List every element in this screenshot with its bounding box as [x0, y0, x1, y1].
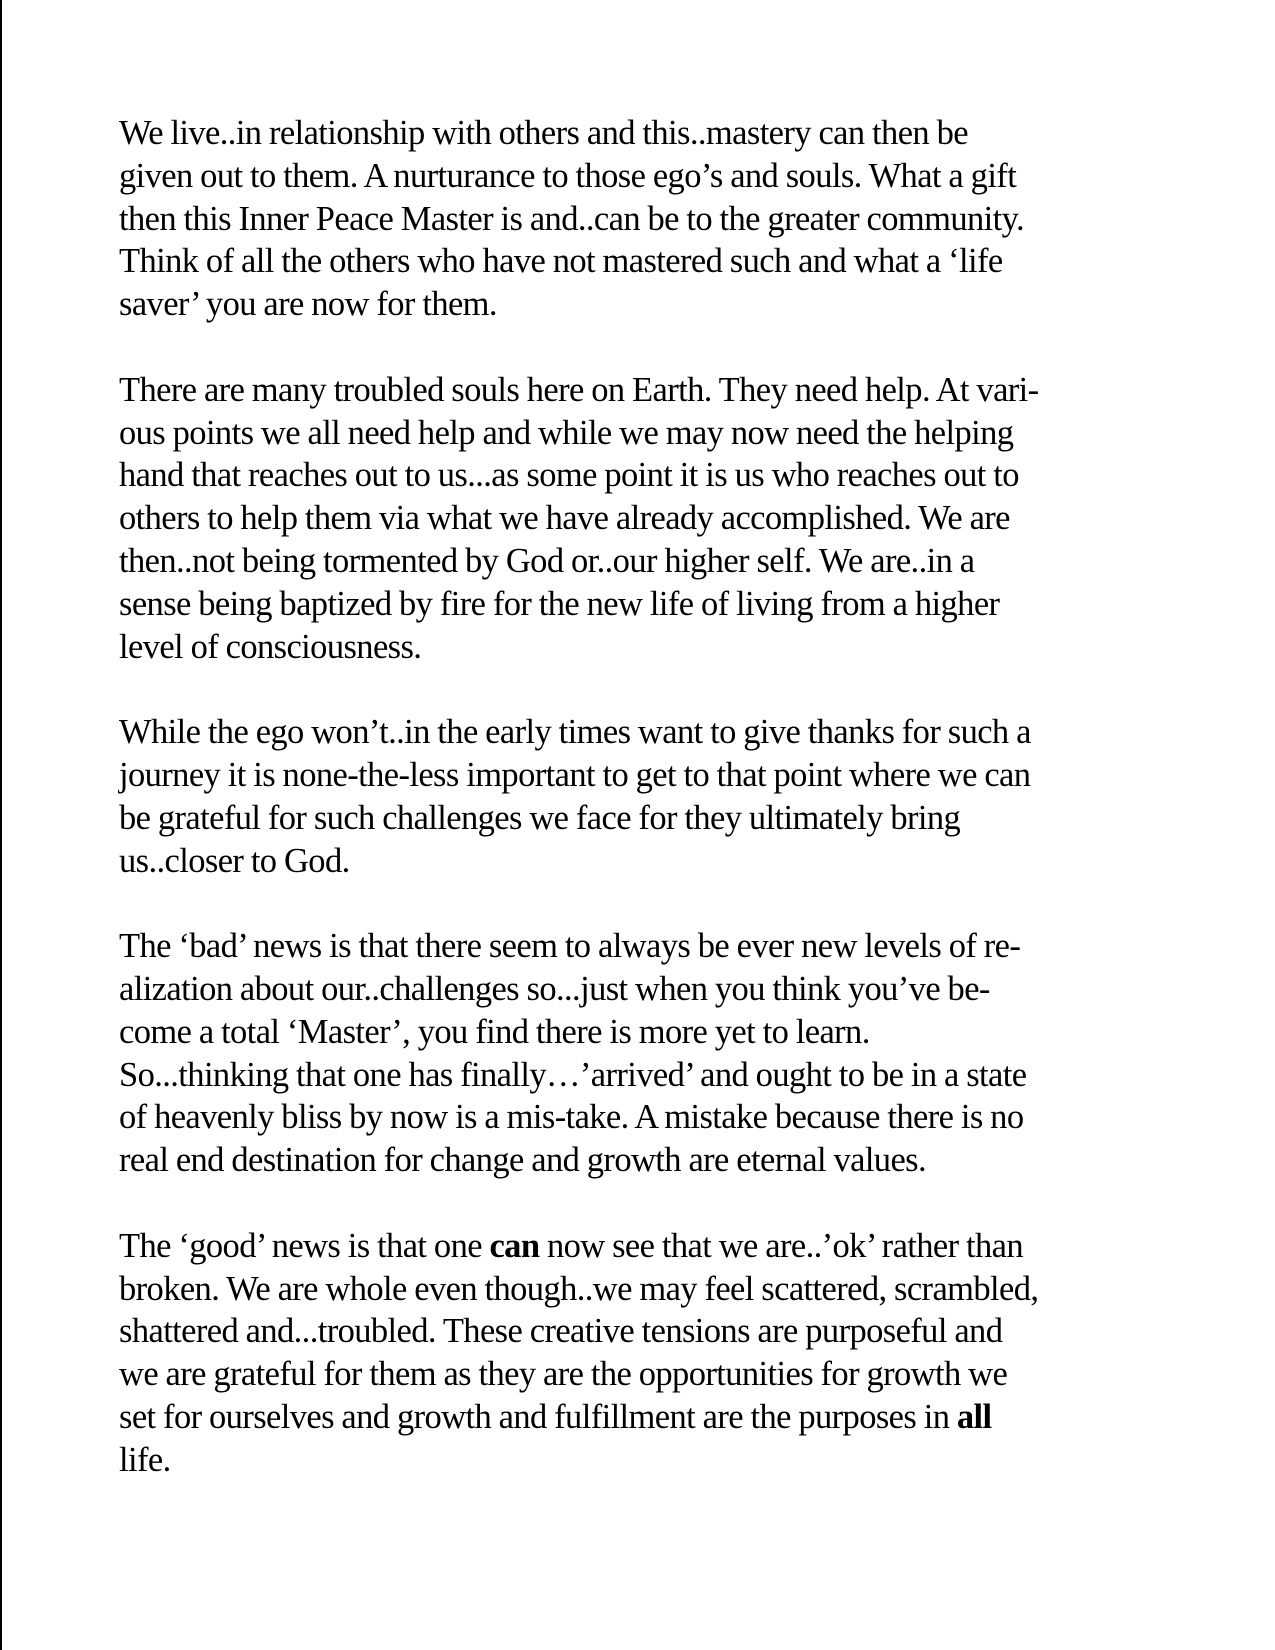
text-line: hand that reaches out to us...as some point it is us who reaches out to [119, 456, 1019, 495]
text-line: ous points we all need help and while we may now need the helping [119, 413, 1014, 452]
text-line: then..not being tormented by God or..our higher self. We are..in a [119, 541, 975, 580]
text-line: given out to them. A nurturance to those ego’s and souls. What a gift [119, 156, 1017, 195]
text-line: We live..in relationship with others and this..mastery can then be [119, 114, 968, 152]
text-line: set for ourselves and growth and fulfillment are the purposes in all [119, 1397, 992, 1436]
text-line: real end destination for change and growth are eternal values. [119, 1141, 927, 1180]
paragraph [119, 711, 1179, 882]
text-line: While the ego won’t..in the early times want to give thanks for such a [119, 713, 1031, 752]
text-line: we are grateful for them as they are the opportunities for growth we [119, 1355, 1008, 1394]
text-line: There are many troubled souls here on Earth. They need help. At vari- [119, 370, 1039, 409]
text-line: The ‘good’ news is that one can now see that we are..’ok’ rather than [119, 1226, 1024, 1265]
text-line: then this Inner Peace Master is and..can be to the greater community. [119, 199, 1025, 238]
text-line: shattered and...troubled. These creative tensions are purposeful and [119, 1312, 1003, 1351]
text-line: be grateful for such challenges we face for they ultimately bring [119, 798, 961, 837]
paragraph [119, 112, 1179, 326]
text-line: The ‘bad’ news is that there seem to always be ever new levels of re- [119, 927, 1021, 966]
text-line: come a total ‘Master’, you find there is more yet to learn. [119, 1012, 870, 1051]
text-line: others to help them via what we have already accomplished. We are [119, 499, 1010, 538]
bold-emphasis: can [489, 1226, 540, 1265]
text-line: sense being baptized by fire for the new life of living from a higher [119, 584, 1000, 623]
text-line: of heavenly bliss by now is a mis-take. A mistake because there is no [119, 1098, 1024, 1137]
text-line: level of consciousness. [119, 627, 422, 666]
text-line: life. [119, 1440, 171, 1479]
text-line: So...thinking that one has finally…’arrived’ and ought to be in a state [119, 1055, 1027, 1094]
paragraph [119, 1225, 1179, 1482]
text-line: journey it is none-the-less important to get to that point where we can [119, 755, 1031, 794]
text-line: alization about our..challenges so...just when you think you’ve be- [119, 969, 990, 1008]
document-body [119, 112, 1179, 1482]
text-line: broken. We are whole even though..we may feel scattered, scrambled, [119, 1269, 1039, 1308]
bold-emphasis: all [956, 1397, 992, 1436]
paragraph [119, 925, 1179, 1182]
paragraph [119, 369, 1179, 669]
text-line: saver’ you are now for them. [119, 285, 497, 324]
text-line: us..closer to God. [119, 841, 350, 880]
text-line: Think of all the others who have not mastered such and what a ‘life [119, 242, 1003, 281]
